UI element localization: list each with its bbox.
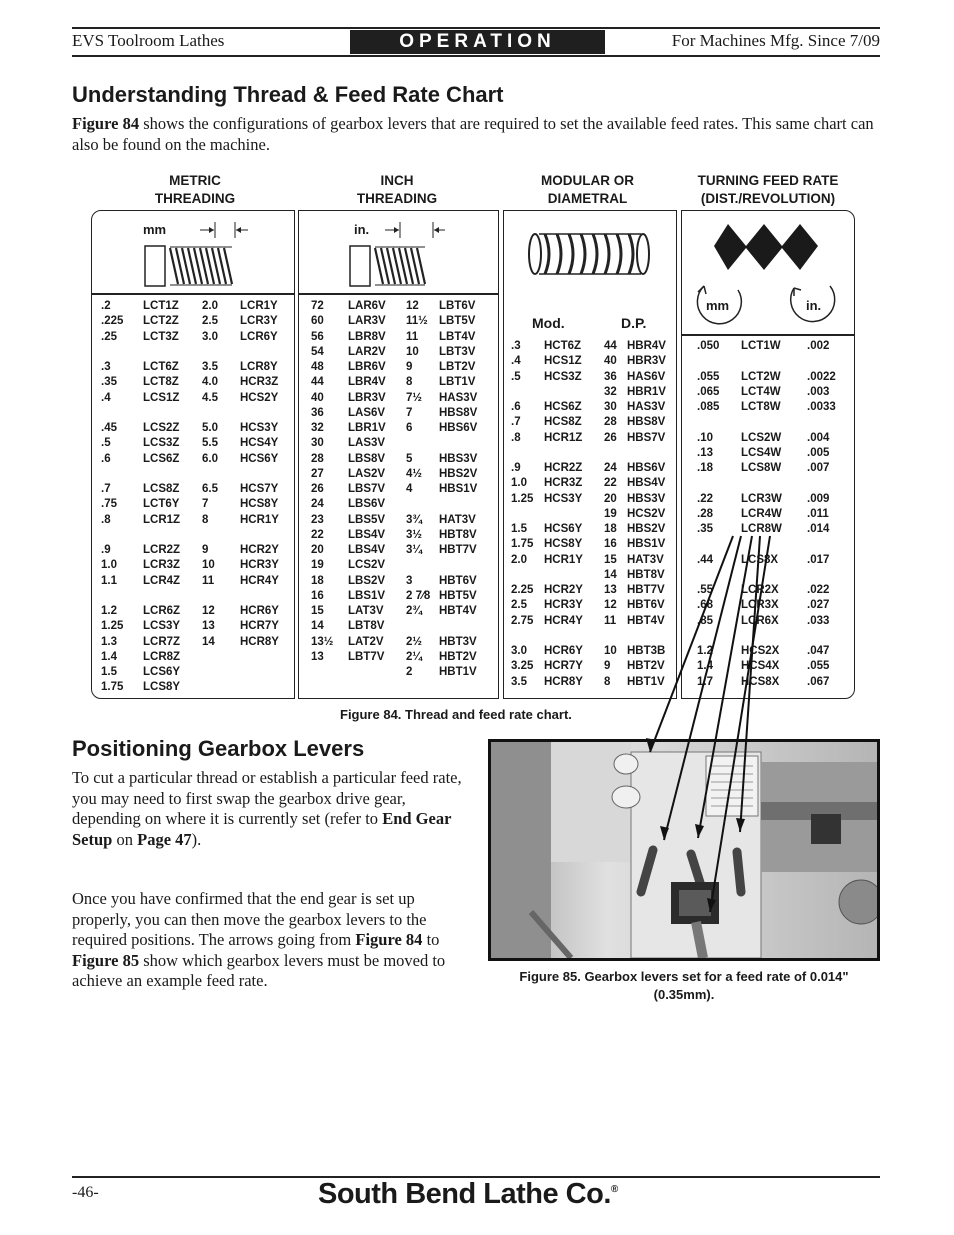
table-row: 9 HBT2V xyxy=(604,660,665,673)
table-row xyxy=(202,467,296,482)
header-machine-date: For Machines Mfg. Since 7/09 xyxy=(671,31,880,50)
table-row: .7 LCS8Z xyxy=(101,483,180,495)
table-row: .28 LCR4W .011 xyxy=(697,507,829,520)
table-row xyxy=(406,619,495,634)
table-row xyxy=(604,446,683,461)
table-row: 7½ HAS3V xyxy=(406,391,478,404)
table-row: 20 HBS3V xyxy=(604,492,666,505)
feed-rate-column xyxy=(697,339,836,690)
table-row: 13 HBT7V xyxy=(604,584,665,596)
table-row: .055 LCT2W .0022 xyxy=(697,370,836,383)
table-row: 19 LCS2V xyxy=(311,559,386,572)
table-row: 16 HBS1V xyxy=(604,538,666,551)
gearbox-illustration xyxy=(491,742,877,958)
table-row: 2¼ HBT2V xyxy=(406,650,477,663)
table-row: 1.25 HCS3Y xyxy=(511,492,583,505)
table-row: 3.25 HCR7Y xyxy=(511,660,583,673)
table-row: 15 LAT3V xyxy=(311,605,384,617)
table-row: 2¾ HBT4V xyxy=(406,605,477,617)
table-row: .5 HCS3Z xyxy=(511,370,582,383)
table-row: 36 HAS6V xyxy=(604,370,666,383)
table-row: .55 LCR2X .022 xyxy=(697,584,830,596)
table-row xyxy=(101,345,199,360)
table-row xyxy=(202,345,296,360)
table-row: 14 LBT8V xyxy=(311,620,385,633)
table-row: 23 LBS5V xyxy=(311,513,386,526)
table-row: 18 LBS2V xyxy=(311,574,386,587)
table-row: 10 HBT3B xyxy=(604,645,666,657)
table-row: 3.5 HCR8Y xyxy=(511,675,583,688)
table-row: .10 LCS2W .004 xyxy=(697,431,830,444)
table-row: 1.4 HCS4X .055 xyxy=(697,660,830,673)
figure85-caption: Figure 85. Gearbox levers set for a feed rate of 0.014" (0.35mm). xyxy=(519,969,849,1002)
table-row: .6 LCS6Z xyxy=(101,452,180,465)
intro-text: shows the configurations of gearbox levers that are required to set the available feed rates. This same chart can also be found on the machine. xyxy=(72,114,874,154)
table-row: 11 HCR4Y xyxy=(202,574,279,587)
table-row: 1.3 LCR7Z xyxy=(101,635,181,648)
metric-column-1 xyxy=(101,299,199,696)
metric-column-2 xyxy=(202,299,296,650)
table-row xyxy=(101,406,199,421)
table-row: 12 HBT6V xyxy=(604,599,665,612)
feed-mm-label: mm xyxy=(706,298,730,313)
table-row: 13 LBT7V xyxy=(311,650,385,663)
table-row xyxy=(511,385,604,400)
table-row: .225 LCT2Z xyxy=(101,315,179,328)
table-row xyxy=(202,406,296,421)
table-row: .4 LCS1Z xyxy=(101,391,180,404)
table-row: 22 HBS4V xyxy=(604,477,666,490)
metric-header: METRIC THREADING xyxy=(154,173,236,206)
table-row: 6.5 HCS7Y xyxy=(202,483,279,495)
table-row xyxy=(697,354,836,369)
table-row: .25 LCT3Z xyxy=(101,330,179,343)
table-row: 11 LBT4V xyxy=(406,330,476,343)
table-row: 5.5 HCS4Y xyxy=(202,437,279,450)
table-row: 1.0 HCR3Z xyxy=(511,477,583,490)
figure84-caption: Figure 84. Thread and feed rate chart. xyxy=(340,707,572,722)
table-row: 1.75 LCS8Y xyxy=(101,681,181,694)
table-row: .5 LCS3Z xyxy=(101,437,180,450)
table-row: 30 LAS3V xyxy=(311,437,386,450)
section-title-gearbox-levers: Positioning Gearbox Levers xyxy=(72,736,365,761)
table-row: 28 HBS8V xyxy=(604,416,666,429)
table-row: 12 LBT6V xyxy=(406,300,476,312)
table-row xyxy=(101,467,199,482)
table-row: 3 HBT6V xyxy=(406,574,477,587)
table-row: .7 HCS8Z xyxy=(511,416,582,429)
metric-unit-label: mm xyxy=(143,222,167,237)
table-row: 72 LAR6V xyxy=(311,300,386,312)
table-row: 32 HBR1V xyxy=(604,385,666,398)
table-row: 54 LAR2V xyxy=(311,345,386,358)
table-row: 4.0 HCR3Z xyxy=(202,376,279,389)
table-row: 26 HBS7V xyxy=(604,431,666,444)
positioning-paragraph-2: Once you have confirmed that the end gear is set up properly, you can then move the gearbox levers to the required positions. The arrows going from Figure 84 to Figure 85 show which gearbox levers must be moved to achieve an example feed rate. xyxy=(72,889,446,990)
table-row: 15 HAT3V xyxy=(604,553,664,566)
table-row xyxy=(697,415,836,430)
table-row: 1.1 LCR4Z xyxy=(101,574,181,587)
table-row: 4½ HBS2V xyxy=(406,467,478,480)
table-row: 14 HBT8V xyxy=(604,568,665,581)
table-row: 6.0 HCS6Y xyxy=(202,452,279,465)
table-row: .9 HCR2Z xyxy=(511,462,583,474)
table-row: .45 LCS2Z xyxy=(101,422,180,434)
modular-column xyxy=(511,339,604,690)
table-row: .3 HCT6Z xyxy=(511,340,582,352)
table-row xyxy=(406,558,495,573)
table-row xyxy=(406,436,495,451)
table-row xyxy=(697,568,836,583)
table-row: 1.75 HCS8Y xyxy=(511,538,583,551)
dp-label: D.P. xyxy=(621,315,647,331)
table-row xyxy=(511,568,604,583)
table-row: 8 HBT1V xyxy=(604,675,665,688)
table-row xyxy=(511,507,604,522)
feed-in-label: in. xyxy=(806,298,822,313)
table-row: 18 HBS2V xyxy=(604,523,666,535)
table-row: 3.5 LCR8Y xyxy=(202,361,278,373)
table-row: .68 LCR3X .027 xyxy=(697,599,830,612)
table-row: 22 LBS4V xyxy=(311,528,386,541)
table-row: 1.4 LCR8Z xyxy=(101,650,181,663)
table-row: 24 HBS6V xyxy=(604,462,666,474)
table-row: .35 LCR8W .014 xyxy=(697,523,830,535)
table-row xyxy=(604,629,683,644)
table-row: 6 HBS6V xyxy=(406,422,478,434)
dp-column xyxy=(604,339,683,690)
table-row: 1.2 HCS2X .047 xyxy=(697,645,830,657)
table-row: 3¼ HBT7V xyxy=(406,544,477,556)
table-row: 32 LBR1V xyxy=(311,422,386,434)
table-row: 5.0 HCS3Y xyxy=(202,422,279,434)
table-row xyxy=(406,497,495,512)
turning-divider xyxy=(681,334,855,336)
table-row xyxy=(697,537,836,552)
table-row: .22 LCR3W .009 xyxy=(697,492,830,505)
table-row: 20 LBS4V xyxy=(311,544,386,556)
table-row: 3¾ HAT3V xyxy=(406,513,476,526)
table-row: 2.75 HCR4Y xyxy=(511,614,583,627)
table-row: 10 LBT3V xyxy=(406,345,476,358)
table-row: 2 7⁄8 HBT5V xyxy=(406,589,477,602)
table-row: .18 LCS8W .007 xyxy=(697,462,830,474)
table-row: 11 HBT4V xyxy=(604,614,665,627)
table-row: 7 HCS8Y xyxy=(202,498,279,511)
table-row: 1.5 LCS6Y xyxy=(101,666,181,678)
table-row: 36 LAS6V xyxy=(311,406,386,419)
table-row: 3½ HBT8V xyxy=(406,528,477,541)
turning-header: TURNING FEED RATE (DIST./REVOLUTION) xyxy=(697,173,839,206)
table-row: .75 LCT6Y xyxy=(101,498,180,511)
table-row: 1.0 LCR3Z xyxy=(101,559,181,572)
table-row: 56 LBR8V xyxy=(311,330,386,343)
table-row: 2.0 HCR1Y xyxy=(511,553,583,566)
table-row: 44 HBR4V xyxy=(604,340,666,352)
table-row: 5 HBS3V xyxy=(406,452,478,465)
table-row: 13½ LAT2V xyxy=(311,635,384,648)
feed-rate-wave-icon xyxy=(712,218,824,276)
table-row: 2½ HBT3V xyxy=(406,635,477,648)
table-row xyxy=(101,589,199,604)
table-row: 27 LAS2V xyxy=(311,467,386,480)
table-row: .085 LCT8W .0033 xyxy=(697,401,836,413)
table-row: .8 HCR1Z xyxy=(511,431,583,444)
table-row: .3 LCT6Z xyxy=(101,361,179,373)
table-row: 3.0 HCR6Y xyxy=(511,645,583,657)
table-row xyxy=(202,528,296,543)
mod-label: Mod. xyxy=(532,315,565,331)
table-row: 1.7 HCS8X .067 xyxy=(697,675,830,688)
table-row: 2.0 LCR1Y xyxy=(202,300,278,312)
brand-logo: South Bend Lathe Co.® xyxy=(318,1178,618,1210)
table-row: .6 HCS6Z xyxy=(511,401,582,413)
section-title-thread-chart: Understanding Thread & Feed Rate Chart xyxy=(72,82,504,107)
inch-unit-label: in. xyxy=(354,222,370,237)
table-row: 7 HBS8V xyxy=(406,406,478,419)
table-row xyxy=(101,528,199,543)
figure-ref: Figure 84 xyxy=(72,114,140,133)
table-row: 14 HCR8Y xyxy=(202,635,279,648)
table-row: 1.2 LCR6Z xyxy=(101,605,181,617)
table-row: 2 HBT1V xyxy=(406,666,477,678)
table-row xyxy=(202,589,296,604)
table-row: .44 LCS8X .017 xyxy=(697,553,830,566)
table-row: .065 LCT4W .003 xyxy=(697,385,830,398)
table-row: 1.25 LCS3Y xyxy=(101,620,181,633)
table-row: 1.5 HCS6Y xyxy=(511,523,583,535)
page-number: -46- xyxy=(72,1184,99,1201)
header-rule-top xyxy=(72,27,880,29)
modular-gear-icon xyxy=(525,224,665,284)
inch-header: INCH THREADING xyxy=(356,173,438,206)
table-row: 12 HCR6Y xyxy=(202,605,279,617)
table-row: .13 LCS4W .005 xyxy=(697,446,830,459)
table-row: .35 LCT8Z xyxy=(101,376,179,389)
inch-divider xyxy=(298,293,499,295)
table-row: 8 LBT1V xyxy=(406,376,476,389)
intro-paragraph xyxy=(72,114,892,155)
inch-column-1 xyxy=(311,299,404,665)
table-row: 9 LBT2V xyxy=(406,361,476,373)
table-row: .2 LCT1Z xyxy=(101,300,179,312)
table-row: 30 HAS3V xyxy=(604,401,666,413)
table-row: 24 LBS6V xyxy=(311,498,386,511)
table-row: 26 LBS7V xyxy=(311,483,386,495)
table-row: 8 HCR1Y xyxy=(202,513,279,526)
table-row: .4 HCS1Z xyxy=(511,355,582,368)
gearbox-photo xyxy=(488,739,880,961)
table-row: 40 HBR3V xyxy=(604,355,666,368)
table-row xyxy=(511,446,604,461)
metric-divider xyxy=(91,293,295,295)
modular-header: MODULAR OR DIAMETRAL xyxy=(541,173,634,206)
table-row xyxy=(697,629,836,644)
table-row: 2.25 HCR2Y xyxy=(511,584,583,596)
table-row: 48 LBR6V xyxy=(311,361,386,373)
table-row: 2.5 LCR3Y xyxy=(202,315,278,328)
inch-column-2 xyxy=(406,299,495,680)
header-manual-title: EVS Toolroom Lathes xyxy=(72,31,225,50)
table-row: 4.5 HCS2Y xyxy=(202,391,279,404)
table-row: 3.0 LCR6Y xyxy=(202,330,278,343)
header-rule-bottom xyxy=(72,55,880,57)
table-row: 13 HCR7Y xyxy=(202,620,279,633)
table-row: .85 LCR6X .033 xyxy=(697,614,830,627)
table-row: 44 LBR4V xyxy=(311,376,386,389)
table-row: 11½ LBT5V xyxy=(406,315,476,328)
table-row xyxy=(511,629,604,644)
table-row: .8 LCR1Z xyxy=(101,513,181,526)
table-row: .9 LCR2Z xyxy=(101,544,181,556)
table-row: 60 LAR3V xyxy=(311,315,386,328)
table-row: 4 HBS1V xyxy=(406,483,478,495)
table-row: 9 HCR2Y xyxy=(202,544,279,556)
positioning-paragraph-1: To cut a particular thread or establish a particular feed rate, you may need to first swap the gearbox drive gear, depending on where it is currently set (refer to End Gear Setup on Page 47). xyxy=(72,768,462,849)
table-row xyxy=(697,476,836,491)
table-row: 10 HCR3Y xyxy=(202,559,279,572)
table-row: 2.5 HCR3Y xyxy=(511,599,583,612)
table-row: 19 HCS2V xyxy=(604,507,666,520)
table-row: 40 LBR3V xyxy=(311,391,386,404)
table-row: .050 LCT1W .002 xyxy=(697,340,830,352)
table-row: 28 LBS8V xyxy=(311,452,386,465)
header-section-label: OPERATION xyxy=(350,30,605,54)
table-row: 16 LBS1V xyxy=(311,589,386,602)
